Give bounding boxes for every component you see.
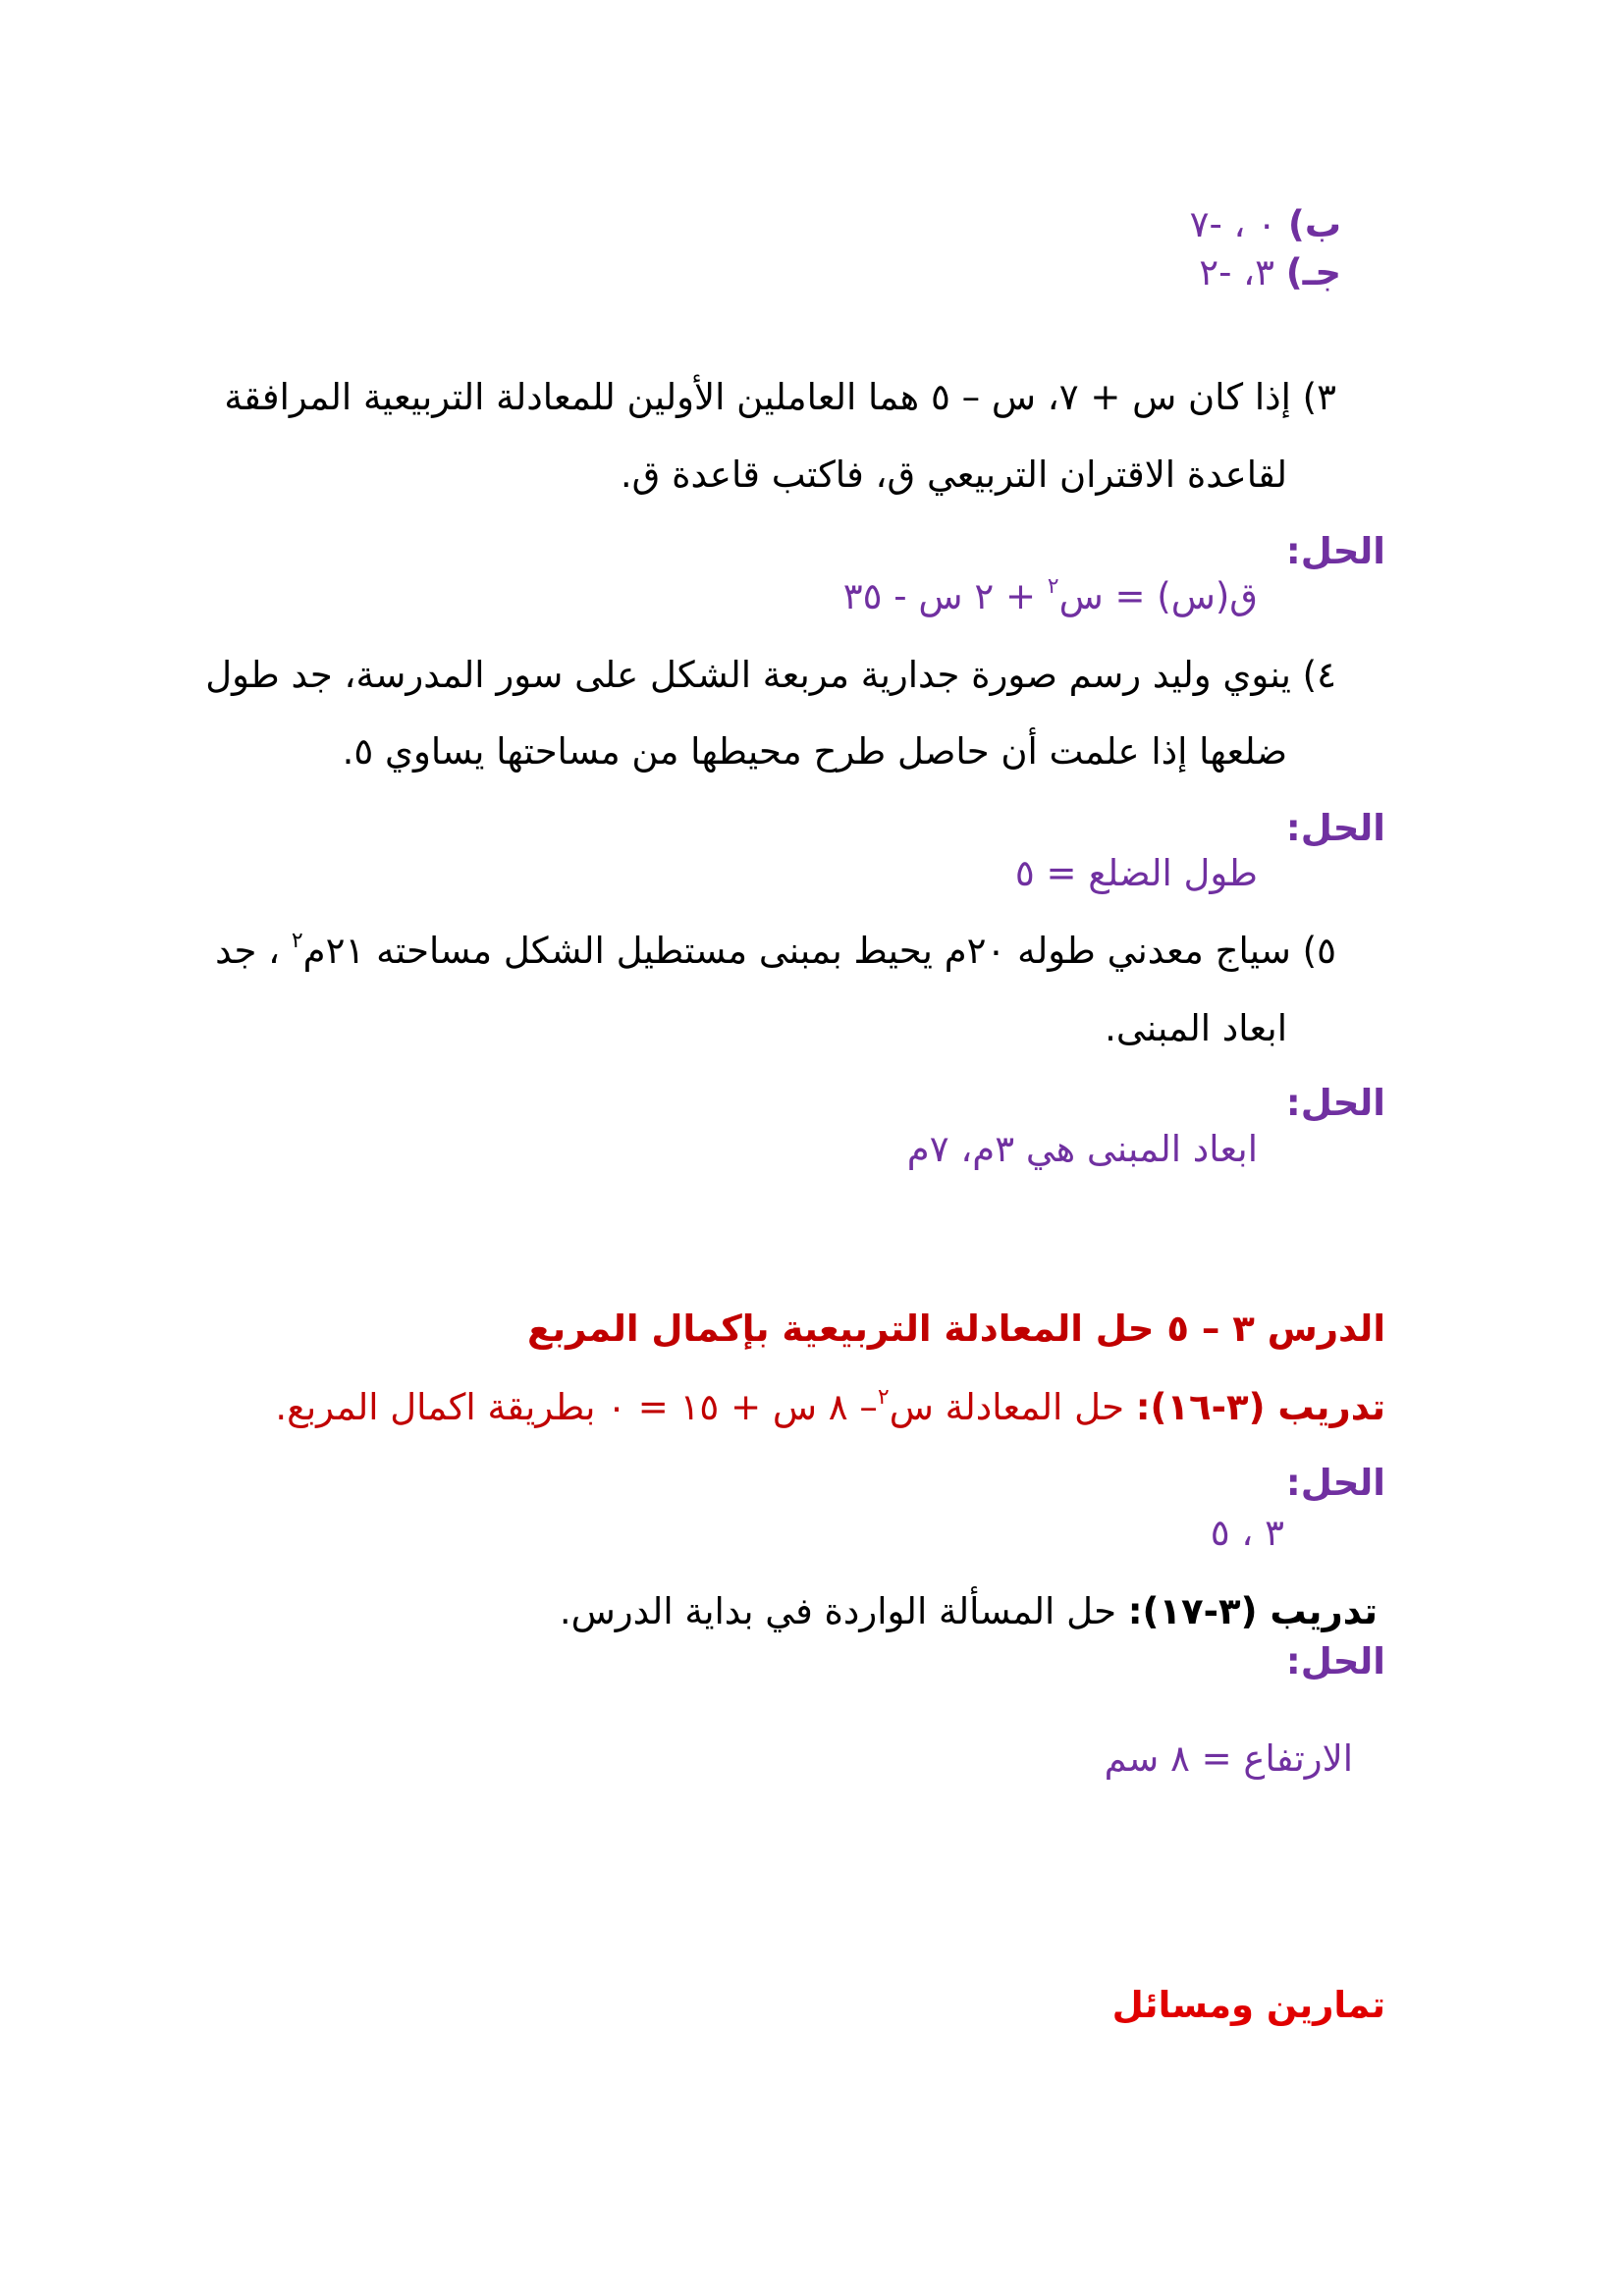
q3-line-1: ٣) إذا كان س + ٧، س – ٥ هما العاملين الأولين للمعادلة التربيعية المرافقة <box>224 376 1336 418</box>
q4-answer: طول الضلع = ٥ <box>1014 852 1258 894</box>
q3-answer-prefix: ق(س) = س <box>1058 575 1258 617</box>
choice-c-value: ٣، -٢ <box>1199 251 1274 294</box>
drill-16-text-prefix: حل المعادلة س <box>889 1386 1136 1428</box>
drill-16-text-suffix: – ٨ س + ١٥ = ٠ بطريقة اكمال المربع. <box>275 1386 878 1428</box>
q3-answer <box>843 573 1258 620</box>
lesson-title: الدرس ٣ – ٥ حل المعادلة التربيعية بإكمال المربع <box>526 1308 1385 1350</box>
q5-line-1-exponent: ٢ <box>291 929 303 953</box>
drill-16-answer: ٣ ، ٥ <box>1210 1512 1284 1554</box>
drill-17-solution-label: الحل: <box>1285 1640 1385 1682</box>
drill-17-text: حل المسألة الواردة في بداية الدرس. <box>559 1590 1128 1632</box>
q3-answer-suffix: + ٢ س - ٣٥ <box>842 575 1048 617</box>
q5-line-1-suffix: ، جد <box>215 930 292 972</box>
drill-17-answer: الارتفاع = ٨ سم <box>1104 1737 1353 1780</box>
drill-16-statement <box>275 1384 1385 1431</box>
q3-answer-exponent: ٢ <box>1047 574 1059 599</box>
drill-16-solution-label: الحل: <box>1285 1462 1385 1504</box>
drill-16-exponent: ٢ <box>877 1385 890 1410</box>
q5-line-1 <box>215 928 1336 975</box>
q5-answer: ابعاد المبنى هي ٣م، ٧م <box>906 1128 1258 1170</box>
exercises-heading: تمارين ومسائل <box>1111 1984 1385 2026</box>
drill-17-label: تدريب (٣-١٧): <box>1127 1590 1378 1632</box>
q3-solution-label: الحل: <box>1285 530 1385 572</box>
q4-line-2: ضلعها إذا علمت أن حاصل طرح محيطها من مساحتها يساوي ٥. <box>342 730 1287 773</box>
choice-b <box>1190 201 1341 248</box>
q5-line-2: ابعاد المبنى. <box>1105 1007 1287 1049</box>
choice-c <box>1199 249 1341 296</box>
q5-line-1-prefix: ٥) سياج معدني طوله ٢٠م يحيط بمبنى مستطيل الشكل مساحته ٢١م <box>302 930 1336 972</box>
choice-b-label: ب) <box>1287 203 1341 245</box>
q4-line-1: ٤) ينوي وليد رسم صورة جدارية مربعة الشكل على سور المدرسة، جد طول <box>205 654 1336 696</box>
q4-solution-label: الحل: <box>1285 807 1385 849</box>
q3-line-2: لقاعدة الاقتران التربيعي ق، فاكتب قاعدة ق. <box>620 454 1287 496</box>
choice-b-value: ٠ ، -٧ <box>1189 203 1277 245</box>
choice-c-label: جـ) <box>1285 251 1341 294</box>
drill-16-label: تدريب (٣-١٦): <box>1135 1386 1385 1428</box>
drill-17-statement <box>560 1588 1378 1635</box>
q5-solution-label: الحل: <box>1285 1082 1385 1124</box>
